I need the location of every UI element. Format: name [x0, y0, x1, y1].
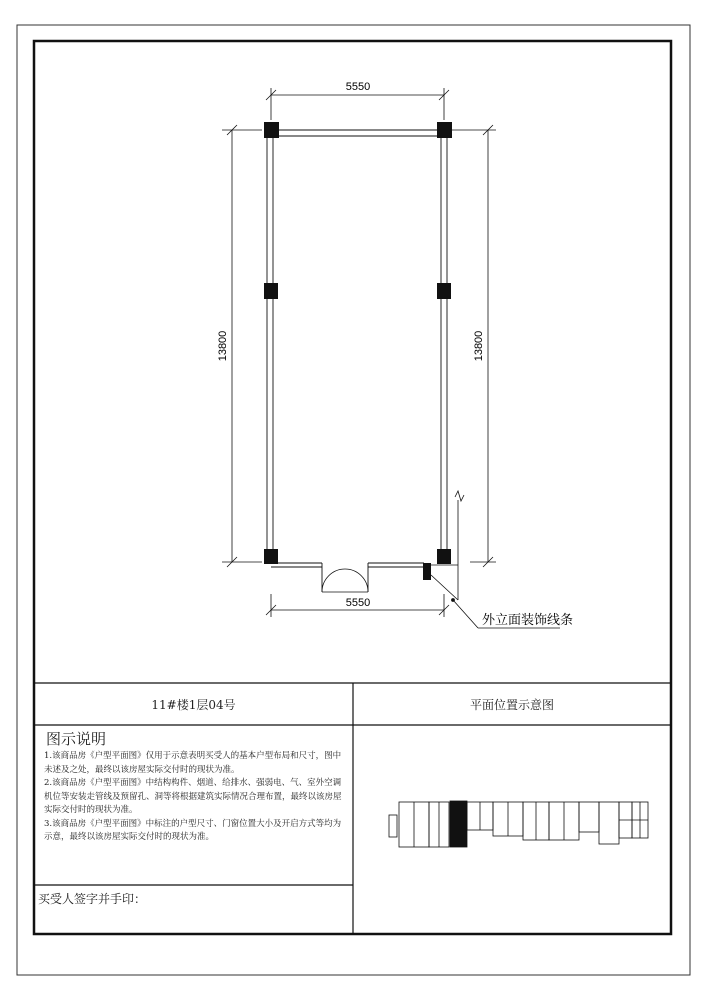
dim-left-label: 13800: [217, 330, 229, 362]
keyplan-title: 平面位置示意图: [469, 697, 554, 712]
column: [437, 283, 451, 299]
notes-title: 图示说明: [46, 730, 107, 748]
plan-columns: [264, 122, 452, 580]
unit-label: 11#楼1层04号: [151, 697, 236, 712]
highlighted-unit: [450, 801, 467, 847]
column: [437, 122, 452, 138]
facade-trim: [431, 491, 464, 600]
callout-label: 外立面装饰线条: [482, 613, 574, 628]
note-item: 3.该商品房《户型平面图》中标注的户型尺寸、门窗位置大小及开启方式等均为示意，最终以该房屋实际交付时的现状为准。: [44, 818, 342, 842]
dim-bottom-label: 5550: [345, 597, 371, 609]
column: [437, 549, 451, 564]
column: [264, 283, 278, 299]
plan-walls: [267, 130, 447, 592]
dim-right-label: 13800: [473, 330, 485, 362]
column: [423, 563, 431, 580]
note-item: 2.该商品房《户型平面图》中结构构件、烟道、给排水、强弱电、气、室外空调机位等安装走管线及预留孔、洞等将根据建筑实际情况合理布置，最终以该房屋实际交付时的现状为准。: [44, 778, 342, 815]
dimension-lines: [222, 88, 496, 617]
note-item: 1.该商品房《户型平面图》仅用于示意表明买受人的基本户型布局和尺寸，图中未述及之处，最终以该房屋实际交付时的现状为准。: [44, 751, 342, 775]
signature-label: 买受人签字并手印：: [38, 892, 147, 906]
column: [264, 122, 279, 138]
column: [264, 549, 278, 564]
notes-list: [44, 750, 348, 845]
key-plan: [389, 801, 648, 847]
floor-plan: [264, 122, 560, 628]
dim-top-label: 5550: [345, 81, 371, 93]
door-swing: [322, 569, 368, 592]
